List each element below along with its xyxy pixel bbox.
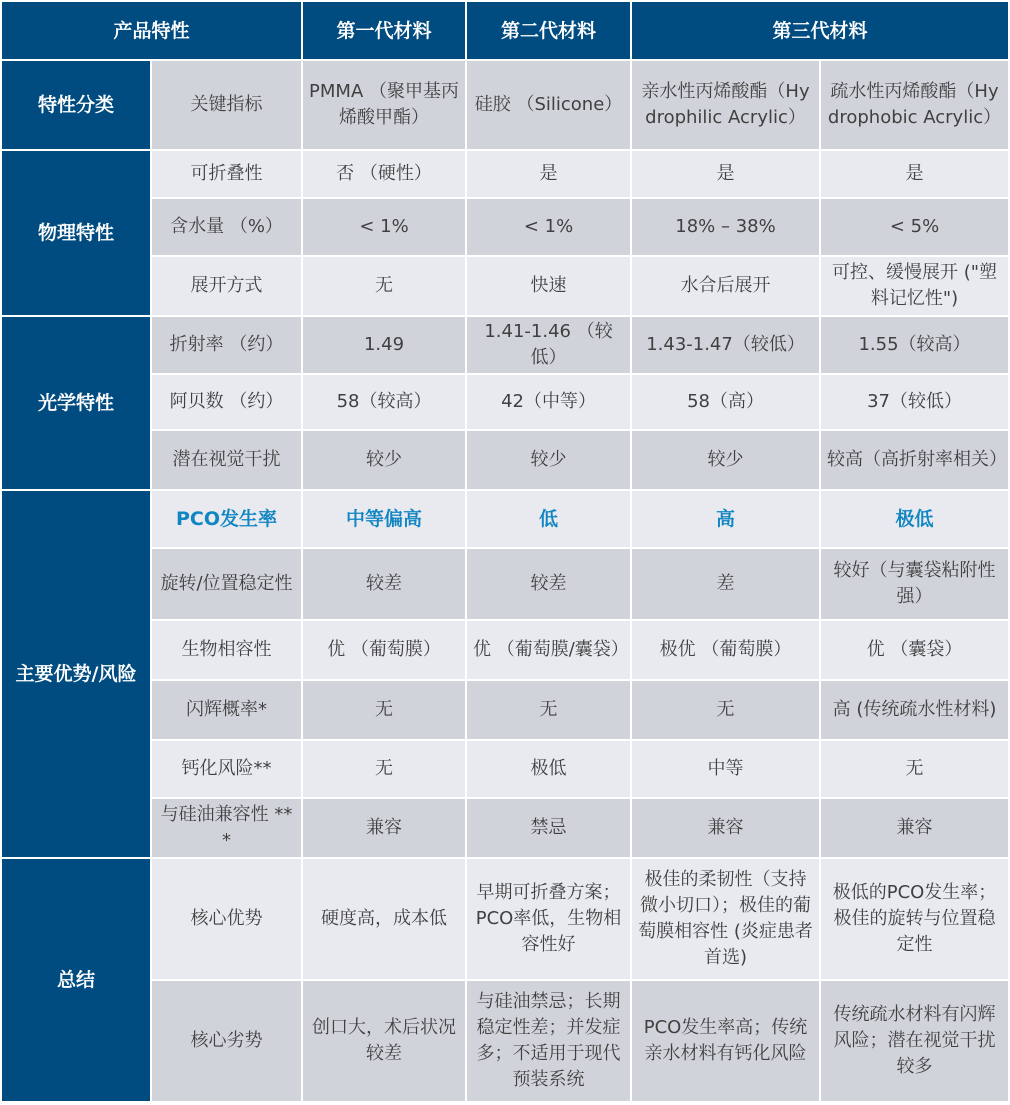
cell-hydrophilic: 高 xyxy=(631,490,820,548)
cell-hydrophobic: < 5% xyxy=(820,198,1009,256)
cell-pmma: 无 xyxy=(302,256,466,316)
table-row xyxy=(1,150,1009,198)
row-label: 核心优势 xyxy=(151,858,302,980)
category-main-advantages-risks: 主要优势/风险 xyxy=(1,490,151,858)
cell-silicone: 是 xyxy=(466,150,631,198)
row-label: PCO发生率 xyxy=(151,490,302,548)
cell-hydrophobic: 疏水性丙烯酸酯（Hydrophobic Acrylic） xyxy=(820,60,1009,150)
cell-silicone: 禁忌 xyxy=(466,798,631,858)
cell-silicone: 1.41-1.46 （较低） xyxy=(466,316,631,374)
cell-hydrophilic: 1.43-1.47（较低） xyxy=(631,316,820,374)
category-type: 特性分类 xyxy=(1,60,151,150)
category-optical: 光学特性 xyxy=(1,316,151,490)
cell-hydrophilic: 亲水性丙烯酸酯（Hydrophilic Acrylic） xyxy=(631,60,820,150)
cell-silicone: 42（中等） xyxy=(466,374,631,430)
cell-silicone: 极低 xyxy=(466,740,631,798)
table-row xyxy=(1,798,1009,858)
cell-pmma: 创口大，术后状况较差 xyxy=(302,980,466,1102)
cell-pmma: 中等偏高 xyxy=(302,490,466,548)
cell-hydrophilic: 水合后展开 xyxy=(631,256,820,316)
header-third-gen: 第三代材料 xyxy=(631,1,1009,60)
cell-hydrophilic: 较少 xyxy=(631,430,820,490)
cell-silicone: 较差 xyxy=(466,548,631,620)
cell-silicone: 无 xyxy=(466,680,631,740)
cell-hydrophobic: 兼容 xyxy=(820,798,1009,858)
table-row xyxy=(1,256,1009,316)
cell-hydrophilic: 58（高） xyxy=(631,374,820,430)
row-label: 旋转/位置稳定性 xyxy=(151,548,302,620)
row-label: 核心劣势 xyxy=(151,980,302,1102)
cell-hydrophobic: 1.55（较高） xyxy=(820,316,1009,374)
row-label: 与硅油兼容性 *** xyxy=(151,798,302,858)
header-product-features: 产品特性 xyxy=(1,1,302,60)
cell-silicone: 与硅油禁忌；长期稳定性差；并发症多；不适用于现代预装系统 xyxy=(466,980,631,1102)
table-row xyxy=(1,980,1009,1102)
row-label: 钙化风险** xyxy=(151,740,302,798)
row-label: 生物相容性 xyxy=(151,620,302,680)
cell-pmma: 较少 xyxy=(302,430,466,490)
cell-pmma: PMMA （聚甲基丙烯酸甲酯） xyxy=(302,60,466,150)
cell-hydrophobic: 是 xyxy=(820,150,1009,198)
cell-silicone: < 1% xyxy=(466,198,631,256)
table-row xyxy=(1,680,1009,740)
cell-hydrophilic: 18% – 38% xyxy=(631,198,820,256)
table-row xyxy=(1,740,1009,798)
row-label: 潜在视觉干扰 xyxy=(151,430,302,490)
table-row xyxy=(1,858,1009,980)
cell-hydrophobic: 传统疏水材料有闪辉风险；潜在视觉干扰较多 xyxy=(820,980,1009,1102)
cell-silicone: 较少 xyxy=(466,430,631,490)
cell-hydrophilic: 极佳的柔韧性（支持微小切口）；极佳的葡萄膜相容性 (炎症患者首选) xyxy=(631,858,820,980)
cell-pmma: 58（较高） xyxy=(302,374,466,430)
row-label: 可折叠性 xyxy=(151,150,302,198)
cell-pmma: 硬度高，成本低 xyxy=(302,858,466,980)
category-summary: 总结 xyxy=(1,858,151,1102)
cell-hydrophobic: 高 (传统疏水性材料) xyxy=(820,680,1009,740)
cell-hydrophobic: 较好（与囊袋粘附性强） xyxy=(820,548,1009,620)
cell-pmma: 无 xyxy=(302,680,466,740)
cell-hydrophilic: 是 xyxy=(631,150,820,198)
cell-pmma: 无 xyxy=(302,740,466,798)
cell-hydrophobic: 极低 xyxy=(820,490,1009,548)
cell-silicone: 硅胶 （Silicone） xyxy=(466,60,631,150)
header-row xyxy=(1,1,1009,60)
header-first-gen: 第一代材料 xyxy=(302,1,466,60)
header-second-gen: 第二代材料 xyxy=(466,1,631,60)
cell-hydrophilic: 差 xyxy=(631,548,820,620)
row-label: 闪辉概率* xyxy=(151,680,302,740)
table-row xyxy=(1,548,1009,620)
cell-hydrophobic: 可控、缓慢展开 ("塑料记忆性") xyxy=(820,256,1009,316)
cell-hydrophilic: 中等 xyxy=(631,740,820,798)
cell-hydrophobic: 优 （囊袋） xyxy=(820,620,1009,680)
cell-pmma: 较差 xyxy=(302,548,466,620)
cell-pmma: 兼容 xyxy=(302,798,466,858)
cell-hydrophilic: 兼容 xyxy=(631,798,820,858)
cell-hydrophilic: PCO发生率高；传统亲水材料有钙化风险 xyxy=(631,980,820,1102)
cell-hydrophobic: 37（较低） xyxy=(820,374,1009,430)
cell-silicone: 优 （葡萄膜/囊袋） xyxy=(466,620,631,680)
table-row xyxy=(1,60,1009,150)
cell-silicone: 快速 xyxy=(466,256,631,316)
cell-pmma: < 1% xyxy=(302,198,466,256)
row-label: 折射率 （约） xyxy=(151,316,302,374)
table-row xyxy=(1,198,1009,256)
category-physical: 物理特性 xyxy=(1,150,151,316)
table-row xyxy=(1,374,1009,430)
row-label: 含水量 （%） xyxy=(151,198,302,256)
table-row xyxy=(1,316,1009,374)
cell-hydrophilic: 无 xyxy=(631,680,820,740)
row-label: 关键指标 xyxy=(151,60,302,150)
cell-pmma: 否 （硬性） xyxy=(302,150,466,198)
cell-silicone: 早期可折叠方案；PCO率低，生物相容性好 xyxy=(466,858,631,980)
cell-silicone: 低 xyxy=(466,490,631,548)
cell-pmma: 优 （葡萄膜） xyxy=(302,620,466,680)
table-row xyxy=(1,430,1009,490)
cell-hydrophobic: 极低的PCO发生率；极佳的旋转与位置稳定性 xyxy=(820,858,1009,980)
row-label: 阿贝数 （约） xyxy=(151,374,302,430)
table-row xyxy=(1,620,1009,680)
table-row xyxy=(1,490,1009,548)
cell-hydrophobic: 无 xyxy=(820,740,1009,798)
cell-hydrophobic: 较高（高折射率相关） xyxy=(820,430,1009,490)
cell-pmma: 1.49 xyxy=(302,316,466,374)
row-label: 展开方式 xyxy=(151,256,302,316)
cell-hydrophilic: 极优 （葡萄膜） xyxy=(631,620,820,680)
